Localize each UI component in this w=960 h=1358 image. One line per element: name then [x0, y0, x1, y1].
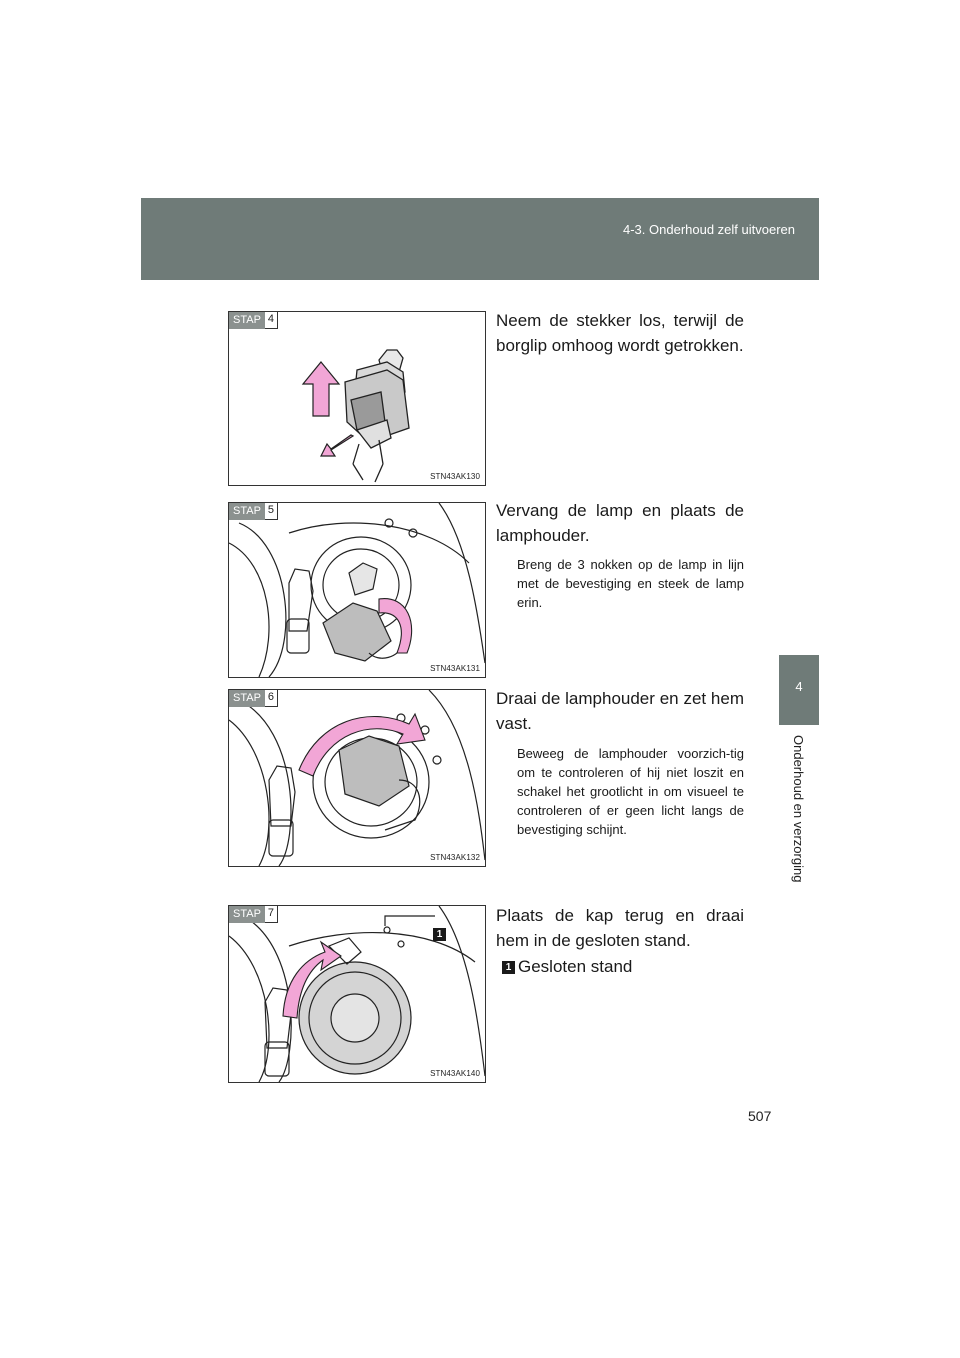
figure-code: STN43AK132 [430, 853, 480, 862]
chapter-label: Onderhoud en verzorging [791, 735, 806, 883]
chapter-tab [779, 655, 819, 725]
section-title: 4-3. Onderhoud zelf uitvoeren [623, 222, 795, 237]
rotate-holder-illustration [229, 690, 485, 866]
legend-item [502, 957, 632, 977]
figure-step-4 [228, 311, 486, 486]
step-label: STAP [229, 503, 265, 520]
figure-code: STN43AK140 [430, 1069, 480, 1078]
section-header [141, 198, 819, 280]
step-label: STAP [229, 906, 265, 923]
page-number: 507 [748, 1108, 772, 1124]
step-6-text: Draai de lamphouder en zet hem vast. [496, 689, 744, 733]
callout-badge: 1 [433, 928, 446, 941]
figure-step-7 [228, 905, 486, 1083]
connector-illustration [229, 312, 485, 485]
legend-text: Gesloten stand [518, 957, 633, 976]
step-number: 6 [265, 690, 278, 707]
chapter-number: 4 [795, 679, 803, 694]
step-badge [229, 503, 278, 520]
step-6-note: Beweeg de lamphouder voorzich-tig om te controleren of hij niet loszit en schakel het grootlicht in om visueel te controleren of er geen licht langs de bevestiging schijnt. [517, 746, 744, 837]
step-5-text: Vervang de lamp en plaats de lamphouder. [496, 501, 744, 545]
cover-close-illustration [229, 906, 485, 1082]
figure-step-5 [228, 502, 486, 678]
figure-code: STN43AK130 [430, 472, 480, 481]
step-badge [229, 690, 278, 707]
step-7-text: Plaats de kap terug en draai hem in de gesloten stand. [496, 906, 744, 950]
figure-step-6 [228, 689, 486, 867]
step-badge [229, 312, 278, 329]
step-number: 5 [265, 503, 278, 520]
figure-code: STN43AK131 [430, 664, 480, 673]
step-label: STAP [229, 690, 265, 707]
legend-badge: 1 [502, 961, 515, 974]
step-badge [229, 906, 278, 923]
step-number: 7 [265, 906, 278, 923]
step-4-text: Neem de stekker los, terwijl de borglip omhoog wordt getrokken. [496, 311, 744, 355]
lamp-replace-illustration [229, 503, 485, 677]
step-label: STAP [229, 312, 265, 329]
step-number: 4 [265, 312, 278, 329]
step-5-note: Breng de 3 nokken op de lamp in lijn met de bevestiging en steek de lamp erin. [517, 557, 744, 610]
